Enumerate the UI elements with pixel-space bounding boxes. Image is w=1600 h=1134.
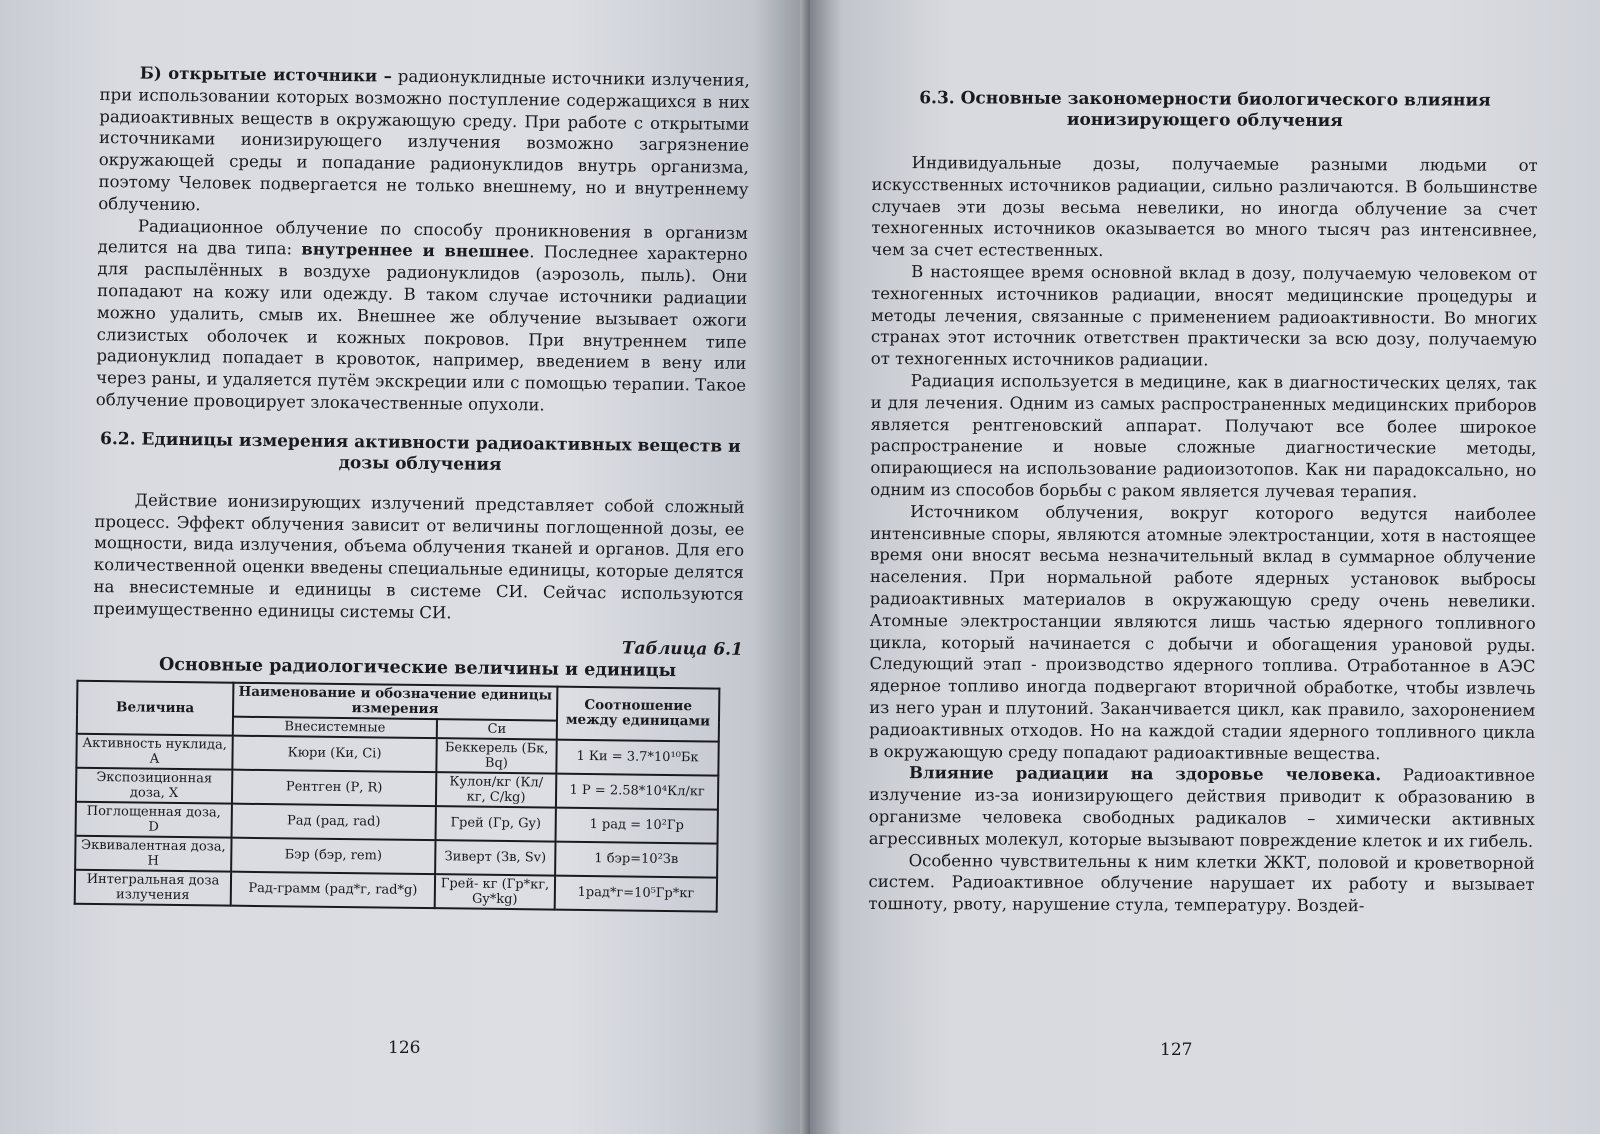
paragraph-medical-contribution: В настоящее время основной вклад в дозу, получаемую человеком от техногенных источников радиации, вносят медицинские процедуры и методы лечения, связанные с применением радиоактивности. Во многих странах этот источник ответствен практически за всю дозу, получаемую от техногенных источников радиации.: [870, 262, 1538, 370]
cell-si: Зиверт (Зв, Sv): [435, 840, 555, 875]
term-open-sources: Б) открытые источники –: [139, 63, 393, 86]
paragraph-open-sources: Б) открытые источники – радионуклидные источники излучения, при использовании которых возможно поступление содержащихся в них радиоактивных веществ в окружающую среду. При работе с открытыми источниками ионизирующего излучения возможно загрязнение окружающей среды и попадание радионуклидов внутрь организма, поэтому Человек подвергается не только внешнему, но и внутреннему облучению.: [98, 63, 750, 215]
header-unit-name: Наименование и обозначение единицы измерения: [233, 682, 557, 720]
page-number-right: 127: [1160, 1040, 1193, 1060]
cell-si: Кулон/кг (Кл/кг, C/kg): [436, 772, 556, 807]
paragraph-medicine-use: Радиация используется в медицине, как в диагностических целях, так и для лечения. Одним из самых распространенных медицинских приборов является рентгеновский аппарат. Получают все более широкое распространение и новые сложные диагностические методы, опирающиеся на использование радиоизотопов. Как ни парадоксально, но одним из способов борьбы с раком является лучевая терапия.: [870, 371, 1537, 502]
paragraph-nuclear-plants: Источником облучения, вокруг которого ведутся наиболее интенсивные споры, являются атомные электростанции, хотя в настоящее время они вносят весьма незначительный вклад в суммарное облучение населения. При нормальной работе ядерных установок выбросы радиоактивных материалов в окружающую среду очень невелики. Атомные электростанции являются лишь частью ядерного топливного цикла, который начинается с добычи и обогащения урановой руды. Следующий этап - производство ядерного топлива. Отработанное в АЭС ядерное топливо иногда подвергают вторичной обработке, чтобы извлечь из него уран и плутоний. Заканчивается цикл, как правило, захоронением радиоактивных отходов. Но на каждой стадии ядерного топливного цикла в окружающую среду попадают радиоактивные вещества.: [869, 501, 1537, 763]
table-header-row: [77, 680, 719, 722]
table-caption: Таблица 6.1: [621, 637, 743, 660]
cell-ratio: 1 Р = 2.58*10⁴Кл/кг: [556, 773, 718, 809]
cell-quantity: Активность нуклида, А: [76, 733, 232, 769]
cell-nonsystem: Рад-грамм (рад*г, rad*g): [231, 871, 435, 907]
paragraph-units-intro: Действие ионизирующих излучений представляет собой сложный процесс. Эффект облучения зависит от величины поглощенной дозы, ее мощности, вида излучения, объема облучения тканей и органов. Для его количественной оценки введены специальные единицы, которые делятся на внесистемные и единицы в системе СИ. Сейчас используются преимущественно единицы системы СИ.: [93, 490, 745, 623]
right-page-content: [868, 88, 1538, 918]
paragraph-individual-doses: Индивидуальные дозы, получаемые разными людьми от искусственных источников радиации, сильно различаются. В большинстве случаев эти дозы весьма невелики, но иногда облучение за счет техногенных источников оказывается во много тысяч раз интенсивнее, чем за счет естественных.: [871, 153, 1538, 261]
cell-nonsystem: Рад (рад, rad): [232, 803, 436, 839]
header-ratio: Соотношение между единицами: [557, 686, 720, 741]
paragraph-health-effects: Влияние радиации на здоровье человека. Радиоактивное излучение из-за ионизирующего действия приводит к образованию в организме человека свободных радикалов – химически активных агрессивных молекул, которые вызывают повреждение клеток и их гибель.: [868, 763, 1536, 851]
header-nonsystem: Внесистемные: [233, 716, 437, 737]
table-row: [75, 869, 717, 911]
cell-quantity: Эквивалентная доза, Н: [75, 835, 231, 871]
cell-nonsystem: Рентген (Р, R): [232, 769, 436, 805]
paragraph-sensitive-cells: Особенно чувствительны к ним клетки ЖКТ, половой и кроветворной систем. Радиоактивное облучение нарушает их работу и вызывает тошноту, рвоту, нарушение стула, температуру. Воздей-: [868, 850, 1535, 916]
cell-quantity: Экспозиционная доза, X: [76, 767, 232, 803]
cell-si: Грей- кг (Гр*кг, Gy*kg): [435, 874, 555, 909]
cell-si: Грей (Гр, Gy): [436, 806, 556, 841]
right-page: [810, 0, 1600, 1134]
header-si: Си: [437, 719, 557, 739]
cell-ratio: 1 бэр=10²Зв: [555, 841, 717, 877]
section-title-6-2: 6.2. Единицы измерения активности радиоактивных веществ и дозы облучения: [99, 428, 741, 475]
cell-nonsystem: Бэр (бэр, rem): [231, 837, 435, 873]
cell-quantity: Поглощенная доза, D: [76, 801, 232, 837]
cell-ratio: 1рад*г=10⁵Гр*кг: [555, 875, 717, 911]
term-health-effects: Влияние радиации на здоровье человека.: [908, 763, 1382, 785]
header-quantity: Величина: [77, 680, 234, 735]
left-page-content: [81, 62, 750, 912]
term-internal-external: внутреннее и внешнее: [301, 239, 530, 262]
radiology-units-table: [74, 679, 721, 912]
paragraph-exposure-types: Радиационное облучение по способу проникновения в организм делится на два типа: внутреннее и внешнее. Последнее характерно для распылённых в воздухе радионуклидов (аэрозоль, пыль). Они попадают на кожу или одежду. В таком случае источники радиации можно удалить, смыв их. Внешнее же облучение вызывает ожоги слизистых оболочек и кожных покровов. При внутреннем типе радионуклид попадает в кровоток, например, введением в вену или через раны, и удаляется путём экскреции или с помощью терапии. Такое облучение провоцирует злокачественные опухоли.: [95, 216, 749, 415]
page-number-left: 126: [388, 1038, 421, 1058]
section-title-6-3: 6.3. Основные закономерности биологического влияния ионизирующего облучения: [919, 88, 1491, 132]
cell-ratio: 1 Ки = 3.7*10¹⁰Бк: [556, 739, 718, 775]
cell-quantity: Интегральная доза излучения: [75, 869, 231, 905]
table-title: Основные радиологические величины и единицы: [158, 654, 677, 681]
cell-si: Беккерель (Бк, Bq): [436, 738, 556, 773]
cell-ratio: 1 рад = 10²Гр: [556, 807, 718, 843]
cell-nonsystem: Кюри (Ки, Ci): [232, 735, 436, 771]
